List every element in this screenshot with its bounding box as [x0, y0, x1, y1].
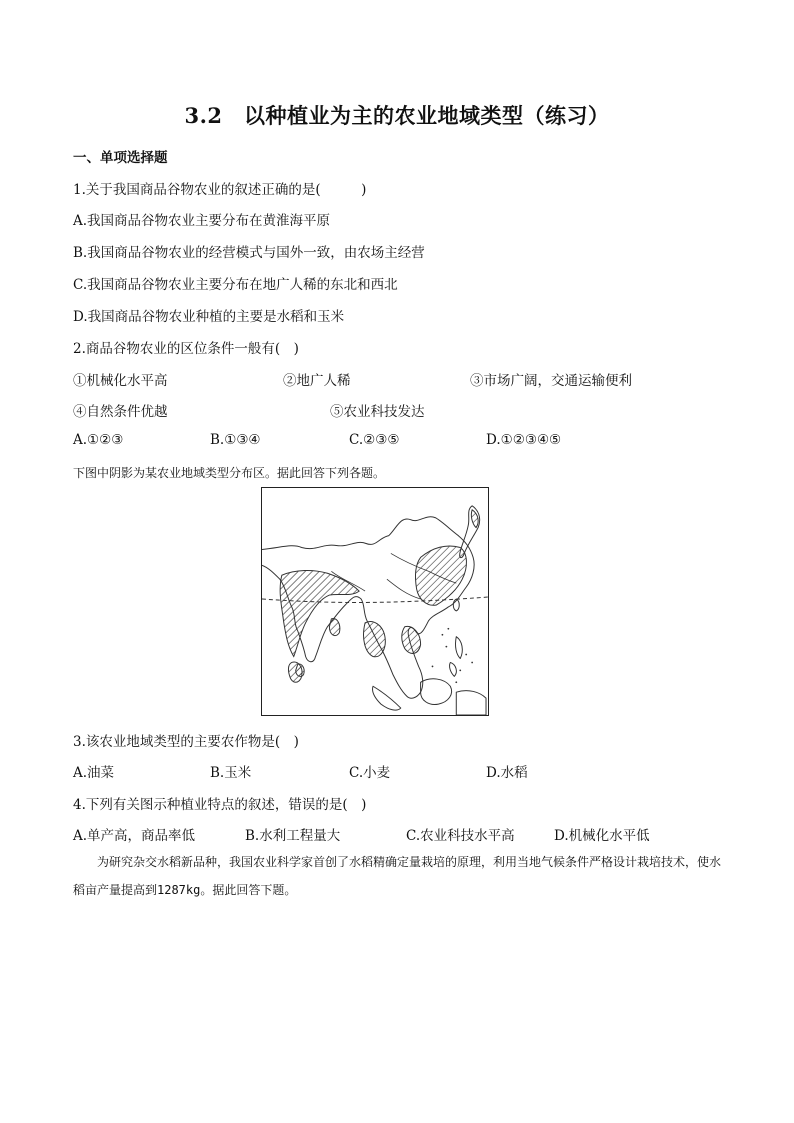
condition-3: ③市场广阔，交通运输便利 — [470, 373, 632, 389]
question-1-stem: 1.关于我国商品谷物农业的叙述正确的是( ) — [73, 182, 367, 198]
question-4-option-a: A.单产高，商品率低 — [73, 828, 196, 844]
question-3-stem: 3.该农业地域类型的主要农作物是( ) — [73, 734, 299, 750]
question-3-option-a: A.油菜 — [73, 765, 115, 781]
question-1-option-b: B.我国商品谷物农业的经营模式与国外一致，由农场主经营 — [73, 245, 425, 261]
map-intro: 下图中阴影为某农业地域类型分布区。据此回答下列各题。 — [73, 466, 386, 480]
question-1-option-c: C.我国商品谷物农业主要分布在地广人稀的东北和西北 — [73, 277, 398, 293]
question-2-option-b: B.①③④ — [210, 432, 261, 448]
question-4-option-b: B.水利工程量大 — [245, 828, 341, 844]
asia-agriculture-map — [261, 487, 489, 716]
question-2-stem: 2.商品谷物农业的区位条件一般有( ) — [73, 341, 299, 357]
question-2-option-d: D.①②③④⑤ — [486, 432, 562, 448]
question-4-option-d: D.机械化水平低 — [554, 828, 650, 844]
question-3-option-c: C.小麦 — [349, 765, 391, 781]
reading-passage: 为研究杂交水稻新品种，我国农业科学家首创了水稻精确定量栽培的原理，利用当地气候条件严格设计栽培技术，使水稻亩产量提高到1287kg。据此回答下题。 — [73, 855, 722, 897]
condition-5: ⑤农业科技发达 — [330, 404, 425, 420]
condition-2: ②地广人稀 — [283, 373, 351, 389]
condition-1: ①机械化水平高 — [73, 373, 168, 389]
question-1-option-d: D.我国商品谷物农业种植的主要是水稻和玉米 — [73, 309, 345, 325]
condition-4: ④自然条件优越 — [73, 404, 168, 420]
question-2-option-c: C.②③⑤ — [349, 432, 400, 448]
question-4-stem: 4.下列有关图示种植业特点的叙述，错误的是( ) — [73, 797, 367, 813]
question-3-option-d: D.水稻 — [486, 765, 528, 781]
question-3-option-b: B.玉米 — [210, 765, 252, 781]
map-drawing — [262, 488, 488, 715]
question-4-option-c: C.农业科技水平高 — [406, 828, 515, 844]
question-2-option-a: A.①②③ — [73, 432, 124, 448]
page-title: 3.2 以种植业为主的农业地域类型（练习） — [184, 103, 610, 128]
question-1-option-a: A.我国商品谷物农业主要分布在黄淮海平原 — [73, 213, 331, 229]
section-heading: 一、单项选择题 — [73, 150, 168, 166]
